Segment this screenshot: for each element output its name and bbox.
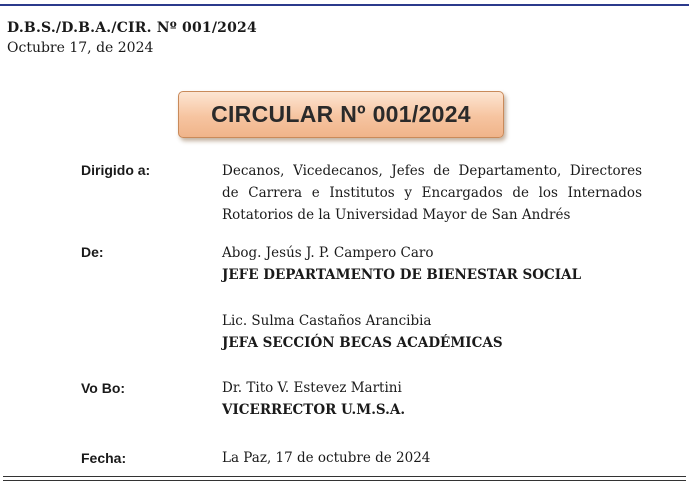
circular-title: CIRCULAR Nº 001/2024 — [211, 101, 471, 127]
bottom-divider-1 — [3, 476, 686, 477]
sender-2-title: JEFA SECCIÓN BECAS ACADÉMICAS — [222, 335, 503, 351]
approval-name: Dr. Tito V. Estevez Martini — [222, 380, 402, 396]
approval-title: VICERRECTOR U.M.S.A. — [222, 402, 406, 418]
addressee-line-2: de Carrera e Institutos y Encargados de los Internados — [222, 185, 642, 201]
reference-date: Octubre 17, de 2024 — [7, 40, 154, 56]
approval — [222, 377, 405, 421]
addressee-line-3: Rotatorios de la Universidad Mayor de San Andrés — [222, 207, 571, 223]
addressee-line-1: Decanos, Vicedecanos, Jefes de Departamento, Directores — [222, 163, 642, 179]
sender-1-title: JEFE DEPARTAMENTO DE BIENESTAR SOCIAL — [222, 267, 582, 283]
date-value: La Paz, 17 de octubre de 2024 — [222, 450, 431, 466]
sender-label: De: — [81, 244, 104, 260]
bottom-divider-2 — [3, 480, 686, 481]
sender-1 — [222, 242, 581, 286]
date-value-block — [222, 447, 430, 469]
reference-code: D.B.S./D.B.A./CIR. Nº 001/2024 — [7, 20, 257, 36]
addressee-text — [222, 160, 642, 226]
date-label: Fecha: — [81, 450, 127, 466]
sender-2-name: Lic. Sulma Castaños Arancibia — [222, 313, 432, 329]
top-divider — [0, 4, 689, 6]
sender-1-name: Abog. Jesús J. P. Campero Caro — [222, 245, 434, 261]
approval-label: Vo Bo: — [81, 380, 126, 396]
addressee-label: Dirigido a: — [81, 162, 151, 178]
circular-title-box — [178, 91, 504, 138]
sender-2 — [222, 310, 503, 354]
